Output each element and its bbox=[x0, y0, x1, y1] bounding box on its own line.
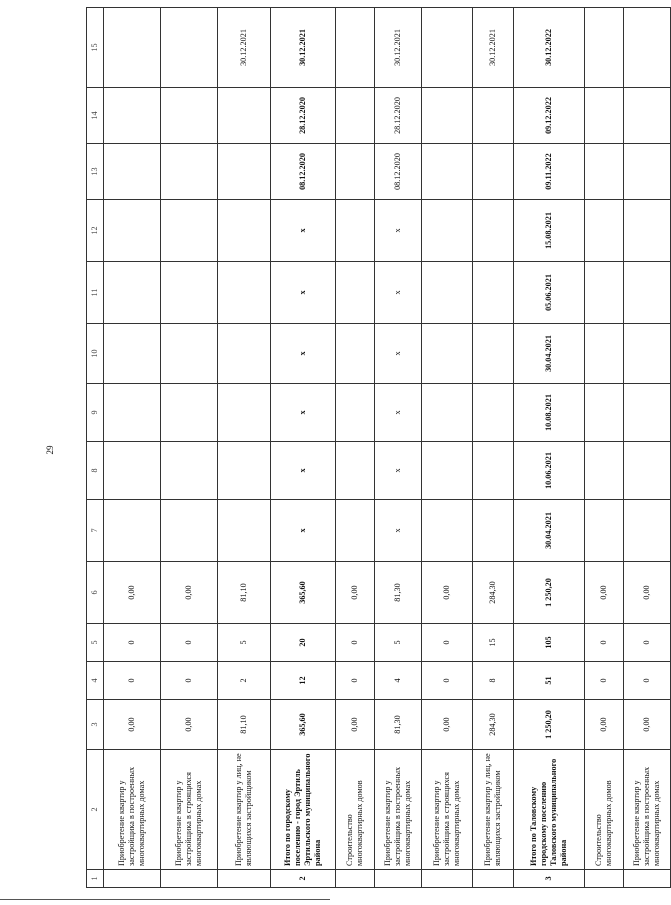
table-cell bbox=[218, 442, 271, 500]
row-label-cell: Строительство многоквартирных домов bbox=[585, 750, 624, 870]
table-cell bbox=[104, 88, 161, 144]
table-cell bbox=[422, 870, 473, 888]
table-cell bbox=[624, 870, 671, 888]
table-cell bbox=[218, 500, 271, 562]
table-cell bbox=[218, 384, 271, 442]
table-cell: 81,30 bbox=[375, 562, 422, 624]
column-number-5: 5 bbox=[87, 624, 104, 662]
column-number-7: 7 bbox=[87, 500, 104, 562]
table-cell: 81,30 bbox=[375, 700, 422, 750]
table-cell: 0,00 bbox=[624, 700, 671, 750]
table-cell: 10.06.2021 bbox=[514, 442, 585, 500]
table-cell: 365,60 bbox=[271, 562, 336, 624]
table-cell bbox=[218, 200, 271, 262]
table-cell: 0,00 bbox=[585, 700, 624, 750]
table-cell bbox=[161, 500, 218, 562]
table-cell: 0 bbox=[422, 662, 473, 700]
table-cell: 28.12.2020 bbox=[375, 88, 422, 144]
table-cell: 20 bbox=[271, 624, 336, 662]
table-row bbox=[473, 8, 514, 888]
table-cell: 1 250,20 bbox=[514, 700, 585, 750]
column-number-14: 14 bbox=[87, 88, 104, 144]
table-cell: 08.12.2020 bbox=[375, 144, 422, 200]
table-row bbox=[271, 8, 336, 888]
table-cell bbox=[422, 384, 473, 442]
table-cell bbox=[336, 384, 375, 442]
table-cell bbox=[104, 324, 161, 384]
table-cell bbox=[161, 200, 218, 262]
table-row bbox=[161, 8, 218, 888]
table-cell bbox=[104, 442, 161, 500]
table-cell: х bbox=[271, 442, 336, 500]
table-cell bbox=[473, 442, 514, 500]
table-cell: 0 bbox=[336, 624, 375, 662]
table-cell: 0,00 bbox=[336, 700, 375, 750]
table-cell: 0 bbox=[104, 624, 161, 662]
table-cell: 8 bbox=[473, 662, 514, 700]
table-cell bbox=[422, 442, 473, 500]
row-label-cell: Строительство многоквартирных домов bbox=[336, 750, 375, 870]
table-cell: х bbox=[271, 500, 336, 562]
table-cell: 365,60 bbox=[271, 700, 336, 750]
table-cell: х bbox=[375, 384, 422, 442]
table-cell bbox=[624, 144, 671, 200]
table-cell: 0 bbox=[161, 624, 218, 662]
table-cell: 30.12.2022 bbox=[514, 8, 585, 88]
table-cell: 15.08.2021 bbox=[514, 200, 585, 262]
table-cell: 0,00 bbox=[422, 700, 473, 750]
column-number-10: 10 bbox=[87, 324, 104, 384]
table-cell: 0 bbox=[624, 662, 671, 700]
table-cell bbox=[473, 500, 514, 562]
table-cell: 81,10 bbox=[218, 562, 271, 624]
row-label-cell: Приобретение квартир у застройщика в строящихся многоквартирных домах bbox=[161, 750, 218, 870]
table-cell bbox=[161, 88, 218, 144]
table-cell: х bbox=[375, 200, 422, 262]
table-cell: х bbox=[375, 324, 422, 384]
table-cell: 2 bbox=[218, 662, 271, 700]
table-cell bbox=[422, 324, 473, 384]
table-cell bbox=[585, 870, 624, 888]
table-cell: 09.11.2022 bbox=[514, 144, 585, 200]
column-number-row bbox=[87, 8, 104, 888]
table-cell: 0,00 bbox=[336, 562, 375, 624]
table-cell bbox=[336, 144, 375, 200]
table-cell bbox=[336, 500, 375, 562]
column-number-1: 1 bbox=[87, 870, 104, 888]
table-cell bbox=[585, 88, 624, 144]
table-cell bbox=[624, 8, 671, 88]
column-number-13: 13 bbox=[87, 144, 104, 200]
table-row bbox=[624, 8, 671, 888]
column-number-8: 8 bbox=[87, 442, 104, 500]
bottom-rule bbox=[0, 899, 330, 900]
table-cell bbox=[585, 500, 624, 562]
table-cell bbox=[161, 262, 218, 324]
table-cell: х bbox=[271, 200, 336, 262]
table-cell: 30.04.2021 bbox=[514, 500, 585, 562]
table-cell: 0 bbox=[104, 662, 161, 700]
table-cell bbox=[624, 442, 671, 500]
table-cell: 08.12.2020 bbox=[271, 144, 336, 200]
page-number: 29 bbox=[45, 445, 55, 455]
table-cell bbox=[585, 384, 624, 442]
table-cell bbox=[473, 262, 514, 324]
table-cell bbox=[218, 262, 271, 324]
table-cell: 2 bbox=[271, 870, 336, 888]
table-cell bbox=[161, 870, 218, 888]
table-cell bbox=[473, 200, 514, 262]
table-cell bbox=[473, 870, 514, 888]
table-cell: 5 bbox=[375, 624, 422, 662]
column-number-15: 15 bbox=[87, 8, 104, 88]
table-cell bbox=[585, 442, 624, 500]
row-label-cell: Итого по Таловскому городскому поселению Таловского муниципального района bbox=[514, 750, 585, 870]
table-cell: 0,00 bbox=[422, 562, 473, 624]
table-cell bbox=[473, 88, 514, 144]
table-cell bbox=[336, 324, 375, 384]
table-row bbox=[514, 8, 585, 888]
row-label-cell: Приобретение квартир у лиц, не являющихся застройщиком bbox=[473, 750, 514, 870]
row-label-cell: Приобретение квартир у лиц, не являющихся застройщиком bbox=[218, 750, 271, 870]
table-cell bbox=[161, 144, 218, 200]
table-cell bbox=[336, 88, 375, 144]
table-cell bbox=[422, 88, 473, 144]
table-cell: 0,00 bbox=[585, 562, 624, 624]
table-cell bbox=[218, 324, 271, 384]
table-cell bbox=[473, 384, 514, 442]
table-cell bbox=[218, 144, 271, 200]
column-number-9: 9 bbox=[87, 384, 104, 442]
table-cell: 284,30 bbox=[473, 562, 514, 624]
table-cell bbox=[375, 870, 422, 888]
table-cell bbox=[624, 384, 671, 442]
table-cell bbox=[218, 88, 271, 144]
table-cell: 3 bbox=[514, 870, 585, 888]
table-cell: 30.04.2021 bbox=[514, 324, 585, 384]
table-cell bbox=[161, 384, 218, 442]
table-cell bbox=[104, 200, 161, 262]
table-cell bbox=[585, 324, 624, 384]
table-row bbox=[422, 8, 473, 888]
table-cell bbox=[336, 262, 375, 324]
table-cell: х bbox=[375, 262, 422, 324]
table-cell: 0,00 bbox=[161, 562, 218, 624]
table-cell bbox=[422, 144, 473, 200]
table-cell: х bbox=[375, 442, 422, 500]
table-cell bbox=[336, 200, 375, 262]
table-cell bbox=[422, 8, 473, 88]
table-cell bbox=[624, 200, 671, 262]
table-cell: 15 bbox=[473, 624, 514, 662]
table-cell: 0,00 bbox=[161, 700, 218, 750]
table-cell bbox=[624, 324, 671, 384]
table-cell: 0,00 bbox=[624, 562, 671, 624]
table-cell: 51 bbox=[514, 662, 585, 700]
table-cell bbox=[422, 500, 473, 562]
table-row bbox=[218, 8, 271, 888]
table-cell: 0,00 bbox=[104, 700, 161, 750]
row-label-cell: Приобретение квартир у застройщика в построенных многоквартирных домах bbox=[375, 750, 422, 870]
table-cell: 05.06.2021 bbox=[514, 262, 585, 324]
column-number-6: 6 bbox=[87, 562, 104, 624]
table-cell: 30.12.2021 bbox=[218, 8, 271, 88]
table-cell bbox=[336, 870, 375, 888]
row-label-cell: Приобретение квартир у застройщика в построенных многоквартирных домах bbox=[104, 750, 161, 870]
table-cell: 284,30 bbox=[473, 700, 514, 750]
table-cell: х bbox=[271, 384, 336, 442]
table-cell: 0 bbox=[422, 624, 473, 662]
table-cell: 30.12.2021 bbox=[473, 8, 514, 88]
table-cell bbox=[422, 262, 473, 324]
table-cell bbox=[104, 8, 161, 88]
table-cell bbox=[104, 870, 161, 888]
table-cell: 0,00 bbox=[104, 562, 161, 624]
table-cell bbox=[161, 442, 218, 500]
table-cell: 10.08.2021 bbox=[514, 384, 585, 442]
table-cell: 81,10 bbox=[218, 700, 271, 750]
table-cell: 30.12.2021 bbox=[271, 8, 336, 88]
table-cell bbox=[336, 442, 375, 500]
table-cell bbox=[624, 500, 671, 562]
table-row bbox=[585, 8, 624, 888]
table-cell: 5 bbox=[218, 624, 271, 662]
table-cell bbox=[422, 200, 473, 262]
rotated-table-container bbox=[86, 8, 661, 888]
row-label-cell: Итого по городскому поселению - город Эртиль Эртильского муниципального района bbox=[271, 750, 336, 870]
table-cell: 0 bbox=[161, 662, 218, 700]
table-row bbox=[336, 8, 375, 888]
table-cell bbox=[104, 144, 161, 200]
table-cell bbox=[624, 88, 671, 144]
table-body bbox=[87, 8, 671, 888]
table-cell: 0 bbox=[585, 662, 624, 700]
table-cell bbox=[473, 144, 514, 200]
table-cell: 105 bbox=[514, 624, 585, 662]
table-cell bbox=[585, 144, 624, 200]
table-cell bbox=[104, 262, 161, 324]
table-cell bbox=[585, 200, 624, 262]
table-cell bbox=[624, 262, 671, 324]
row-label-cell: Приобретение квартир у застройщика в строящихся многоквартирных домах bbox=[422, 750, 473, 870]
table-cell: 4 bbox=[375, 662, 422, 700]
table-cell: 0 bbox=[336, 662, 375, 700]
table-cell: 1 250,20 bbox=[514, 562, 585, 624]
column-number-3: 3 bbox=[87, 700, 104, 750]
table-cell bbox=[104, 384, 161, 442]
column-number-2: 2 bbox=[87, 750, 104, 870]
table-cell bbox=[473, 324, 514, 384]
column-number-12: 12 bbox=[87, 200, 104, 262]
table-cell bbox=[161, 324, 218, 384]
table-cell: 28.12.2020 bbox=[271, 88, 336, 144]
table-row bbox=[375, 8, 422, 888]
table-cell bbox=[218, 870, 271, 888]
table-cell: х bbox=[375, 500, 422, 562]
table-cell: 12 bbox=[271, 662, 336, 700]
table-cell: х bbox=[271, 262, 336, 324]
table-cell: 09.12.2022 bbox=[514, 88, 585, 144]
table-row bbox=[104, 8, 161, 888]
schedule-table bbox=[86, 7, 671, 888]
row-label-cell: Приобретение квартир у застройщика в построенных многоквартирных домах bbox=[624, 750, 671, 870]
table-cell bbox=[336, 8, 375, 88]
table-cell: х bbox=[271, 324, 336, 384]
column-number-4: 4 bbox=[87, 662, 104, 700]
table-cell bbox=[161, 8, 218, 88]
table-cell: 30.12.2021 bbox=[375, 8, 422, 88]
table-cell bbox=[585, 8, 624, 88]
table-cell: 0 bbox=[624, 624, 671, 662]
table-cell bbox=[104, 500, 161, 562]
column-number-11: 11 bbox=[87, 262, 104, 324]
table-cell: 0 bbox=[585, 624, 624, 662]
table-cell bbox=[585, 262, 624, 324]
